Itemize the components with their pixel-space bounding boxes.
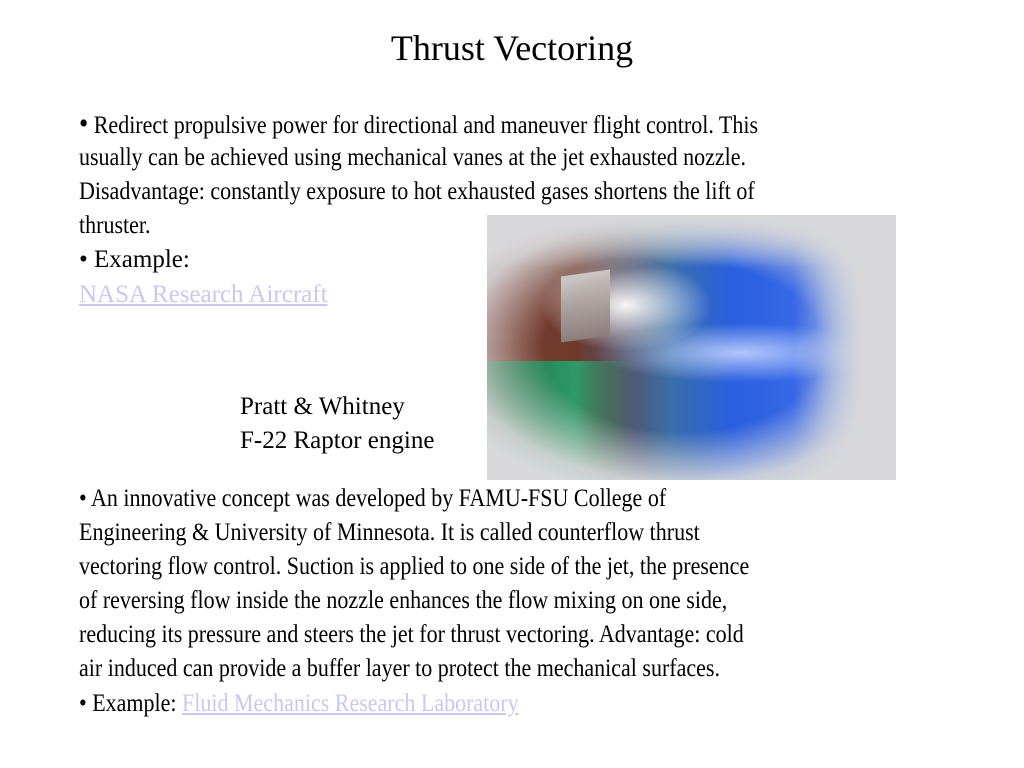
section1-example-label: • Example: bbox=[79, 246, 190, 273]
section2-example bbox=[79, 687, 519, 721]
section2-line-4: of reversing flow inside the nozzle enhances the flow mixing on one side, bbox=[79, 587, 728, 614]
section2-example-label: • Example: bbox=[79, 690, 177, 717]
section1-line-3: Disadvantage: constantly exposure to hot exhausted gases shortens the lift of bbox=[79, 178, 755, 205]
photo-vignette bbox=[487, 215, 896, 480]
section2-line-2: Engineering & University of Minnesota. It is called counterflow thrust bbox=[79, 519, 700, 546]
section2-line-1: • An innovative concept was developed by FAMU-FSU College of bbox=[79, 485, 667, 512]
image-caption-line-2: F-22 Raptor engine bbox=[240, 427, 435, 454]
section1-line-4: thruster. bbox=[79, 212, 151, 239]
slide-title: Thrust Vectoring bbox=[390, 28, 634, 68]
section1-line-1: • Redirect propulsive power for directional and maneuver flight control. This bbox=[79, 107, 759, 140]
image-caption-line-1: Pratt & Whitney bbox=[240, 393, 405, 420]
section2-line-5: reducing its pressure and steers the jet for thrust vectoring. Advantage: cold bbox=[79, 621, 744, 648]
nasa-research-aircraft-link[interactable]: NASA Research Aircraft bbox=[79, 281, 328, 308]
fluid-mechanics-lab-link[interactable]: Fluid Mechanics Research Laboratory bbox=[182, 690, 519, 717]
section2-line-3: vectoring flow control. Suction is applied to one side of the jet, the presence bbox=[79, 553, 750, 580]
bullet: • bbox=[79, 107, 89, 140]
section2-line-6: air induced can provide a buffer layer to protect the mechanical surfaces. bbox=[79, 655, 720, 682]
f22-engine-photo bbox=[487, 215, 896, 480]
section1-line-2: usually can be achieved using mechanical vanes at the jet exhausted nozzle. bbox=[79, 144, 747, 171]
